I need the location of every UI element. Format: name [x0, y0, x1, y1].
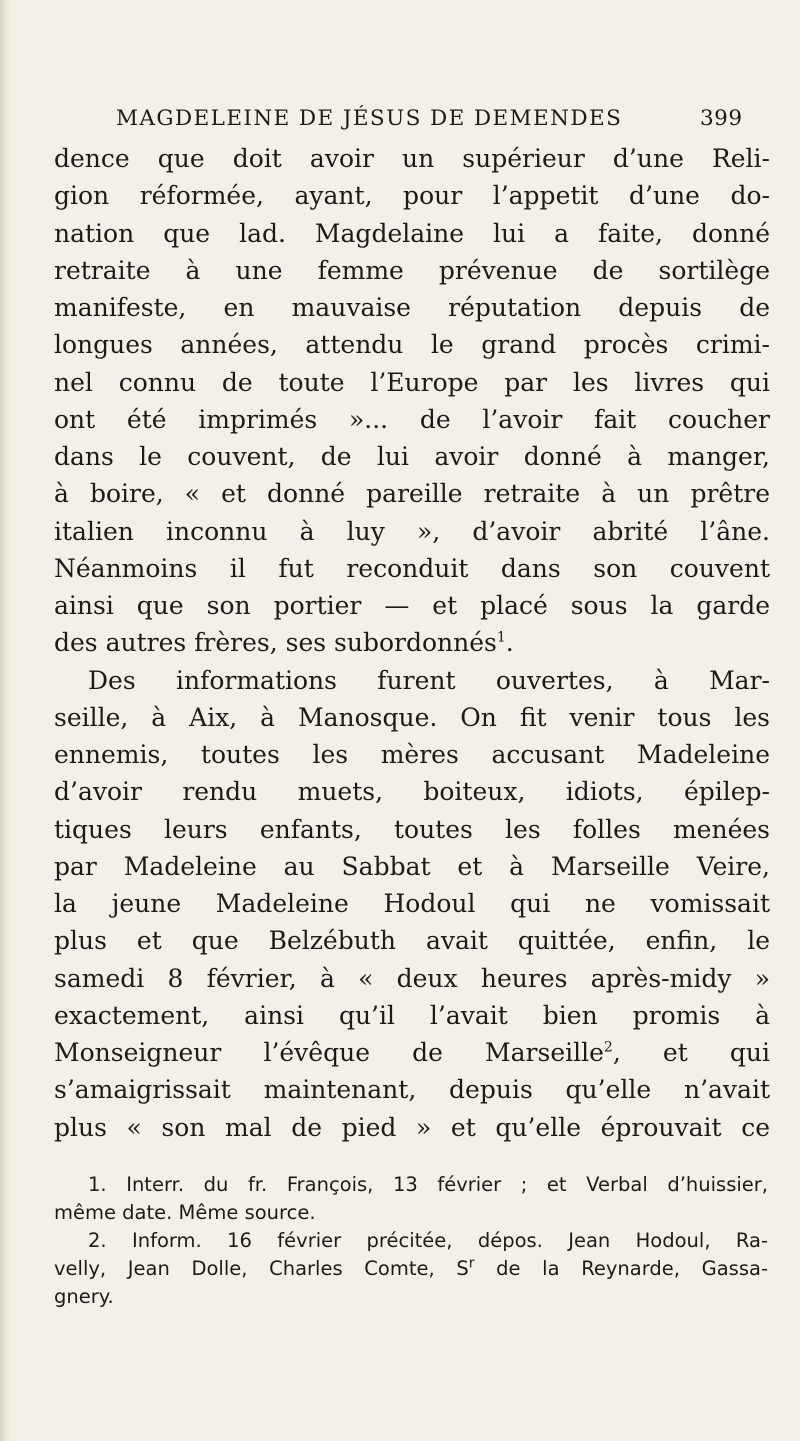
text-line: samedi 8 février, à « deux heures après-midy »: [54, 963, 770, 993]
text-line: ont été imprimés »... de l’avoir fait coucher: [54, 404, 770, 434]
text-line: dence que doit avoir un supérieur d’une Reli-: [54, 144, 770, 173]
footnotes: [54, 1171, 768, 1311]
text-line: la jeune Madeleine Hodoul qui ne vomissait: [54, 889, 770, 918]
page-number: 399: [700, 106, 743, 131]
text-line: plus « son mal de pied » et qu’elle éprouvait ce: [54, 1112, 770, 1142]
running-header: [0, 98, 800, 138]
text-line: d’avoir rendu muets, boiteux, idiots, épilep-: [54, 777, 770, 807]
text-line: retraite à une femme prévenue de sortilège: [54, 255, 770, 285]
footnote-2-line: 2. Inform. 16 février précitée, dépos. Jean Hodoul, Ra-: [88, 1229, 768, 1252]
text-line: plus et que Belzébuth avait quittée, enfin, le: [54, 926, 770, 956]
text-line: exactement, ainsi qu’il l’avait bien promis à: [54, 1000, 770, 1030]
text-line: nel connu de toute l’Europe par les livres qui: [54, 367, 770, 397]
main-text: [54, 140, 770, 1146]
text-line: tiques leurs enfants, toutes les folles menées: [54, 814, 770, 844]
footnote-1-line: 1. Interr. du fr. François, 13 février ; et Verbal d’huissier,: [88, 1173, 768, 1196]
text-line: italien inconnu à luy », d’avoir abrité l’âne.: [54, 516, 770, 546]
text-line: par Madeleine au Sabbat et à Marseille Veire,: [54, 851, 770, 881]
footnote-1-line: même date. Même source.: [54, 1201, 316, 1224]
text-line: ainsi que son portier — et placé sous la garde: [54, 591, 770, 620]
footnote-marker-1: 1: [496, 629, 506, 646]
text-line-paragraph-end: [54, 624, 770, 661]
footnote-2-line: [54, 1255, 768, 1283]
text-line-with-note: [54, 1034, 770, 1071]
text-line: ennemis, toutes les mères accusant Madeleine: [54, 740, 770, 769]
running-title: MAGDELEINE DE JÉSUS DE DEMENDES: [116, 106, 623, 131]
text-line: longues années, attendu le grand procès crimi-: [54, 330, 770, 360]
text-line: s’amaigrissait maintenant, depuis qu’elle n’avait: [54, 1075, 770, 1105]
superscript-r: r: [468, 1255, 475, 1272]
sentence-period: .: [505, 628, 514, 658]
text-line: seille, à Aix, à Manosque. On fit venir tous les: [54, 702, 770, 732]
page-gutter-shadow: [0, 0, 10, 1441]
text-span: de la Reynarde, Gassa-: [474, 1257, 768, 1280]
text-span: , et qui: [612, 1038, 770, 1067]
text-span: velly, Jean Dolle, Charles Comte, S: [54, 1257, 469, 1280]
text-span: Monseigneur l’évêque de Marseille: [54, 1038, 604, 1067]
text-line-paragraph-start: Des informations furent ouvertes, à Mar-: [88, 665, 770, 695]
text-line: manifeste, en mauvaise réputation depuis de: [54, 293, 770, 322]
footnote-2-line: gnery.: [54, 1285, 114, 1308]
text-span: des autres frères, ses subordonnés: [54, 628, 497, 658]
text-line: à boire, « et donné pareille retraite à un prêtre: [54, 479, 770, 509]
text-line: nation que lad. Magdelaine lui a faite, donné: [54, 218, 770, 248]
text-line: dans le couvent, de lui avoir donné à manger,: [54, 442, 770, 471]
text-line: Néanmoins il fut reconduit dans son couvent: [54, 553, 770, 583]
text-line: gion réformée, ayant, pour l’appetit d’une do-: [54, 181, 770, 211]
footnote-marker-2: 2: [603, 1039, 613, 1056]
